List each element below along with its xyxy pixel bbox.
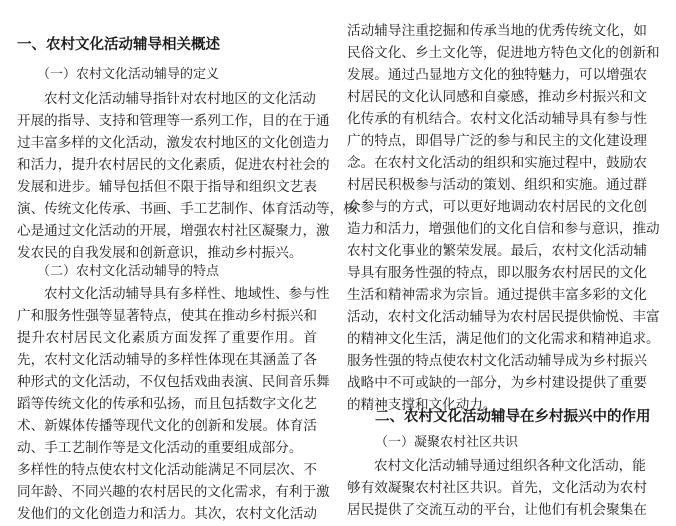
text-line: 提升农村居民文化素质方面发挥了重要作用。首 [17, 330, 317, 346]
text-line: 生活和精神需求为宗旨。通过提供丰富多彩的文化 [347, 287, 647, 303]
section-heading-2: 二、农村文化活动辅导在乡村振兴中的作用 [375, 409, 651, 425]
text-line: 开展的指导、支持和管理等一系列工作，目的在于通 [17, 113, 330, 129]
text-line: 发展。通过凸显地方文化的独特魅力，可以增强农 [347, 67, 647, 83]
text-line: 和活力，提升农村居民的文化素质，促进农村社会的 [17, 157, 330, 173]
text-line: 广的特点，即倡导广泛的参与和民主的文化建设理 [347, 133, 647, 149]
text-line: 村居民的文化认同感和自豪感，推动乡村振兴和文 [347, 89, 647, 105]
text-line: 发农民的自我发展和创新意识，推动乡村振兴。 [17, 245, 303, 261]
text-line: 念。在农村文化活动的组织和实施过程中，鼓励农 [347, 155, 647, 171]
text-line: 心是通过文化活动的开展，增强农村社区凝聚力，激 [17, 223, 330, 239]
text-line: 民俗文化、乡土文化等，促进地方特色文化的创新和 [347, 45, 660, 61]
text-line: 同年龄、不同兴趣的农村居民的文化需求，有利于激 [17, 484, 330, 500]
section-heading-1: 一、农村文化活动辅导相关概述 [17, 37, 220, 53]
text-line: 导具有服务性强的特点，即以服务农村居民的文化 [347, 265, 647, 281]
text-line: 农村文化活动辅导具有多样性、地域性、参与性 [44, 286, 330, 302]
text-line: 的精神文化生活，满足他们的文化需求和精神追求。 [347, 331, 660, 347]
text-line: 化传承的有机结合。农村文化活动辅导具有参与性 [347, 111, 647, 127]
text-line: 够有效凝聚农村社区共识。首先，文化活动为农村 [347, 480, 647, 496]
text-line: 服务性强的特点使农村文化活动辅导成为乡村振兴 [347, 353, 647, 369]
text-line: 多样性的特点使农村文化活动能满足不同层次、不 [17, 462, 317, 478]
text-line: 发他们的文化创造力和活力。其次，农村文化活动 [17, 506, 317, 522]
text-line: 动、手工艺制作等是文化活动的重要组成部分。 [17, 440, 303, 456]
subsection-heading-2: （二）农村文化活动辅导的特点 [37, 264, 220, 279]
text-line: 蹈等传统文化的传承和弘扬，而且包括数字文化艺 [17, 396, 317, 412]
text-line: 广和服务性强等显著特点，使其在推动乡村振兴和 [17, 308, 317, 324]
text-line: 农村文化事业的繁荣发展。最后，农村文化活动辅 [347, 243, 647, 259]
text-line: 战略中不可或缺的一部分，为乡村建设提供了重要 [347, 375, 647, 391]
text-line: 过丰富多样的文化活动，激发农村地区的文化创造力 [17, 135, 330, 151]
text-line: 农村文化活动辅导通过组织各种文化活动，能 [374, 458, 646, 474]
subsection-heading-1: （一）农村文化活动辅导的定义 [37, 67, 220, 82]
text-line: 种形式的文化活动，不仅包括戏曲表演、民间音乐舞 [17, 374, 330, 390]
subsection-heading-3: （一）凝聚农村社区共识 [375, 435, 519, 450]
text-line: 造力和活力，增强他们的文化自信和参与意识，推动 [347, 221, 660, 237]
text-line: 演、传统文化传承、书画、手工艺制作、体育活动等，核 [17, 201, 357, 217]
text-line: 的精神支撑和文化动力。 [347, 397, 497, 413]
text-line: 村居民积极参与活动的策划、组织和实施。通过群 [347, 177, 647, 193]
text-line: 先，农村文化活动辅导的多样性体现在其涵盖了各 [17, 352, 317, 368]
text-line: 活动辅导注重挖掘和传承当地的优秀传统文化，如 [347, 23, 647, 39]
text-line: 发展和进步。辅导包括但不限于指导和组织文艺表 [17, 179, 317, 195]
text-line: 活动，农村文化活动辅导为农村居民提供愉悦、丰富 [347, 309, 660, 325]
text-line: 术、新媒体传播等现代文化的创新和发展。体育活 [17, 418, 317, 434]
text-line: 众参与的方式，可以更好地调动农村居民的文化创 [347, 199, 647, 215]
text-line: 居民提供了交流互动的平台，让他们有机会聚集在 [347, 502, 647, 518]
text-line: 农村文化活动辅导指针对农村地区的文化活动 [44, 91, 316, 107]
